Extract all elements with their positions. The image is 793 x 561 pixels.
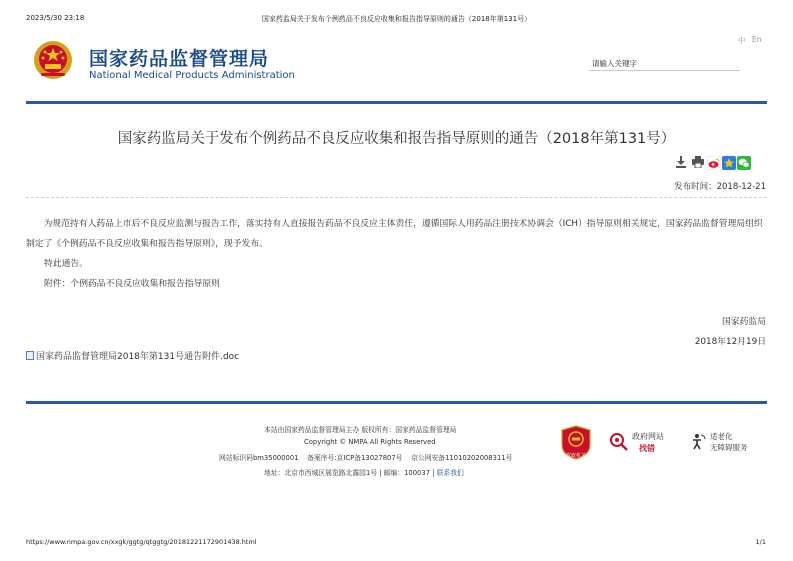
gov-site-label: 政府网站: [632, 432, 664, 441]
site-name-en[interactable]: National Medical Products Administration: [89, 70, 295, 81]
party-gov-badge-label: 党政机关: [565, 453, 586, 459]
print-datetime: 2023/5/30 23:18: [26, 14, 85, 22]
national-emblem-icon: [33, 40, 73, 80]
doc-file-icon: [26, 351, 34, 360]
attachment-line: 附件：个例药品不良反应收集和报告指导原则: [44, 279, 220, 289]
notice-line: 特此通告。: [44, 259, 88, 269]
footer-sponsor: 本站由国家药品监督管理局主办 版权所有：国家药品监督管理局: [264, 426, 457, 434]
wechat-share-icon[interactable]: [737, 156, 751, 170]
signature-date: 2018年12月19日: [694, 337, 766, 347]
footer-record: 网站标识码bm35000001 备案序号:京ICP备13027807号 京公网安备11010202008311号: [219, 454, 513, 462]
accessibility-icon: [690, 433, 706, 451]
header-divider: [26, 101, 767, 104]
lang-cn-link[interactable]: 中: [738, 36, 746, 45]
publish-date: 发布时间：2018-12-21: [674, 182, 766, 192]
footer-copyright: Copyright © NMPA All Rights Reserved: [304, 438, 436, 446]
attachment-link[interactable]: [26, 349, 239, 362]
article-body: 为规范持有人药品上市后不良反应监测与报告工作，落实持有人直接报告药品不良反应主体责任，遵循国际人用药品注册技术协调会（ICH）指导原则相关规定，国家药品监督管理局组织制定了《个例药品不良反应收集和报告指导原则》，现予发布。: [26, 219, 763, 249]
weibo-share-icon[interactable]: [707, 156, 721, 170]
accessibility-label-1: 适老化: [710, 432, 733, 441]
attachment-file-name[interactable]: 国家药品监督管理局2018年第131号通告附件.doc: [36, 352, 240, 362]
footer-divider: [26, 401, 767, 404]
search-placeholder: 请输入关键字: [592, 59, 637, 68]
print-icon[interactable]: [692, 156, 704, 168]
footer-address-line: [264, 467, 464, 477]
qzone-share-icon[interactable]: [722, 156, 736, 170]
contact-us-link[interactable]: 联系我们: [436, 469, 464, 477]
footer-address: 地址：北京市西城区展览路北露园1号 | 邮编：100037 |: [264, 469, 435, 477]
print-url: https://www.nmpa.gov.cn/xxgk/ggtg/qtggtg/20181221172901438.html: [26, 538, 257, 546]
gov-site-error-label: 找错: [639, 444, 655, 453]
download-icon[interactable]: [676, 156, 686, 168]
print-doc-title: 国家药监局关于发布个例药品不良反应收集和报告指导原则的通告（2018年第131号）: [261, 15, 532, 23]
gov-site-error-icon: [609, 432, 629, 452]
print-page-number: 1/1: [755, 538, 766, 546]
article-title: 国家药监局关于发布个例药品不良反应收集和报告指导原则的通告（2018年第131号）: [117, 131, 676, 147]
lang-en-link[interactable]: En: [752, 35, 762, 44]
signature-org: 国家药监局: [722, 317, 766, 327]
site-name-cn[interactable]: 国家药品监督管理局: [89, 48, 270, 70]
accessibility-label-2: 无障碍服务: [710, 443, 748, 452]
dashed-divider: [26, 197, 767, 198]
